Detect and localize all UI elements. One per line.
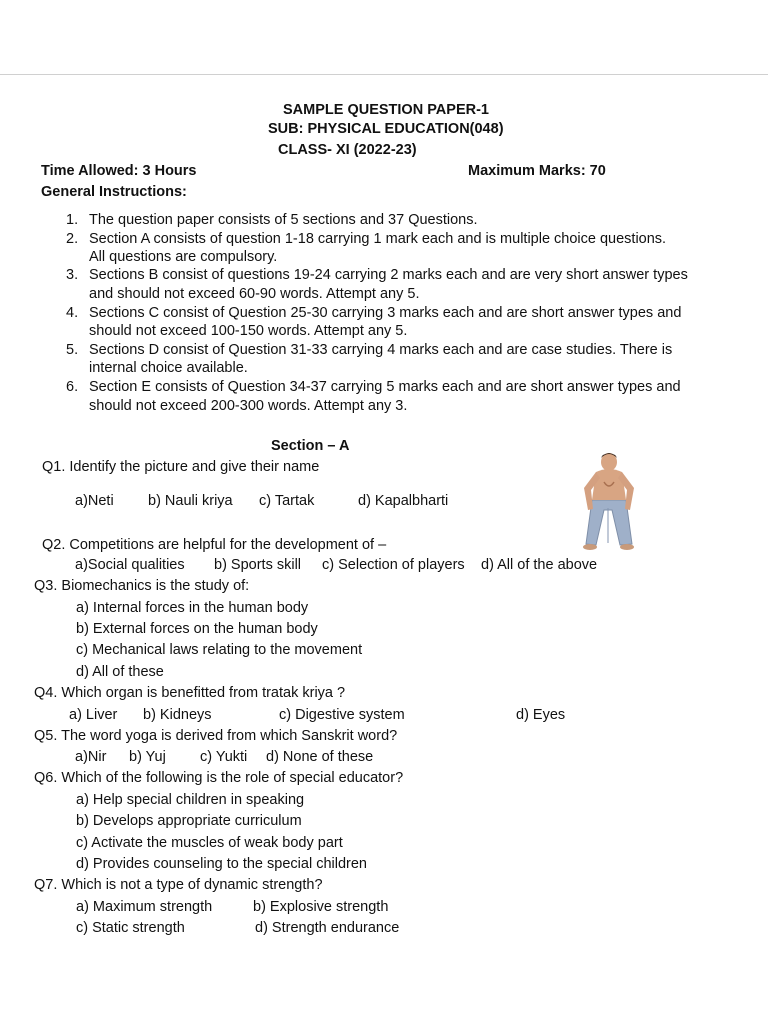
q7-option-a: a) Maximum strength xyxy=(76,899,213,915)
instruction-line: All questions are compulsory. xyxy=(89,249,278,265)
q3-option-c: c) Mechanical laws relating to the movement xyxy=(76,642,363,658)
q6-option-c: c) Activate the muscles of weak body part xyxy=(76,835,343,851)
instruction-number: 6. xyxy=(66,379,79,395)
instruction-line: Sections D consist of Question 31-33 carrying 4 marks each and are case studies. There is xyxy=(89,342,673,358)
q2-option-b: b) Sports skill xyxy=(214,557,302,573)
q3-option-a: a) Internal forces in the human body xyxy=(76,600,309,616)
instruction-number: 5. xyxy=(66,342,79,358)
instruction-line: and should not exceed 60-90 words. Attempt any 5. xyxy=(89,286,420,302)
maximum-marks: Maximum Marks: 70 xyxy=(468,163,606,179)
question-4: Q4. Which organ is benefitted from tratak kriya ? xyxy=(34,685,346,701)
question-2: Q2. Competitions are helpful for the development of – xyxy=(42,537,387,553)
q3-option-d: d) All of these xyxy=(76,664,164,680)
q2-option-c: c) Selection of players xyxy=(322,557,465,573)
instruction-number: 1. xyxy=(66,212,79,228)
q1-option-c: c) Tartak xyxy=(259,493,315,509)
q4-option-c: c) Digestive system xyxy=(279,707,405,723)
q7-option-d: d) Strength endurance xyxy=(255,920,400,936)
question-5: Q5. The word yoga is derived from which Sanskrit word? xyxy=(34,728,398,744)
q7-option-b: b) Explosive strength xyxy=(253,899,389,915)
subject-line: SUB: PHYSICAL EDUCATION(048) xyxy=(268,121,504,137)
instruction-line: Sections B consist of questions 19-24 carrying 2 marks each and are very short answer types xyxy=(89,267,688,283)
q7-option-c: c) Static strength xyxy=(76,920,185,936)
instruction-line: The question paper consists of 5 sections and 37 Questions. xyxy=(89,212,478,228)
section-a-heading: Section – A xyxy=(271,438,350,454)
page-top-border xyxy=(0,74,768,75)
q5-option-d: d) None of these xyxy=(266,749,374,765)
class-line: CLASS- XI (2022-23) xyxy=(278,142,417,158)
question-6: Q6. Which of the following is the role of special educator? xyxy=(34,770,404,786)
q5-option-c: c) Yukti xyxy=(200,749,248,765)
instruction-line: Section E consists of Question 34-37 carrying 5 marks each and are short answer types and xyxy=(89,379,681,395)
paper-title: SAMPLE QUESTION PAPER-1 xyxy=(283,102,489,118)
q1-option-b: b) Nauli kriya xyxy=(148,493,233,509)
instruction-line: internal choice available. xyxy=(89,360,248,376)
time-allowed: Time Allowed: 3 Hours xyxy=(41,163,197,179)
question-1: Q1. Identify the picture and give their name xyxy=(42,459,320,475)
q3-option-b: b) External forces on the human body xyxy=(76,621,318,637)
q1-option-a: a)Neti xyxy=(75,493,114,509)
question-3: Q3. Biomechanics is the study of: xyxy=(34,578,250,594)
q5-option-b: b) Yuj xyxy=(129,749,166,765)
instruction-line: should not exceed 200-300 words. Attempt any 3. xyxy=(89,398,408,414)
instruction-number: 3. xyxy=(66,267,79,283)
q2-option-a: a)Social qualities xyxy=(75,557,185,573)
q6-option-b: b) Develops appropriate curriculum xyxy=(76,813,302,829)
q1-option-d: d) Kapalbharti xyxy=(358,493,449,509)
q4-option-b: b) Kidneys xyxy=(143,707,212,723)
instruction-line: Section A consists of question 1-18 carrying 1 mark each and is multiple choice questions. xyxy=(89,231,667,247)
instruction-line: Sections C consist of Question 25-30 carrying 3 marks each and are short answer types and xyxy=(89,305,682,321)
q5-option-a: a)Nir xyxy=(75,749,107,765)
q6-option-a: a) Help special children in speaking xyxy=(76,792,305,808)
yoga-pose-illustration xyxy=(572,448,648,552)
general-instructions-heading: General Instructions: xyxy=(41,184,187,200)
question-7: Q7. Which is not a type of dynamic strength? xyxy=(34,877,323,893)
q4-option-d: d) Eyes xyxy=(516,707,566,723)
instruction-number: 4. xyxy=(66,305,79,321)
q6-option-d: d) Provides counseling to the special children xyxy=(76,856,367,872)
q2-option-d: d) All of the above xyxy=(481,557,598,573)
q4-option-a: a) Liver xyxy=(69,707,118,723)
instruction-line: should not exceed 100-150 words. Attempt any 5. xyxy=(89,323,408,339)
instruction-number: 2. xyxy=(66,231,79,247)
